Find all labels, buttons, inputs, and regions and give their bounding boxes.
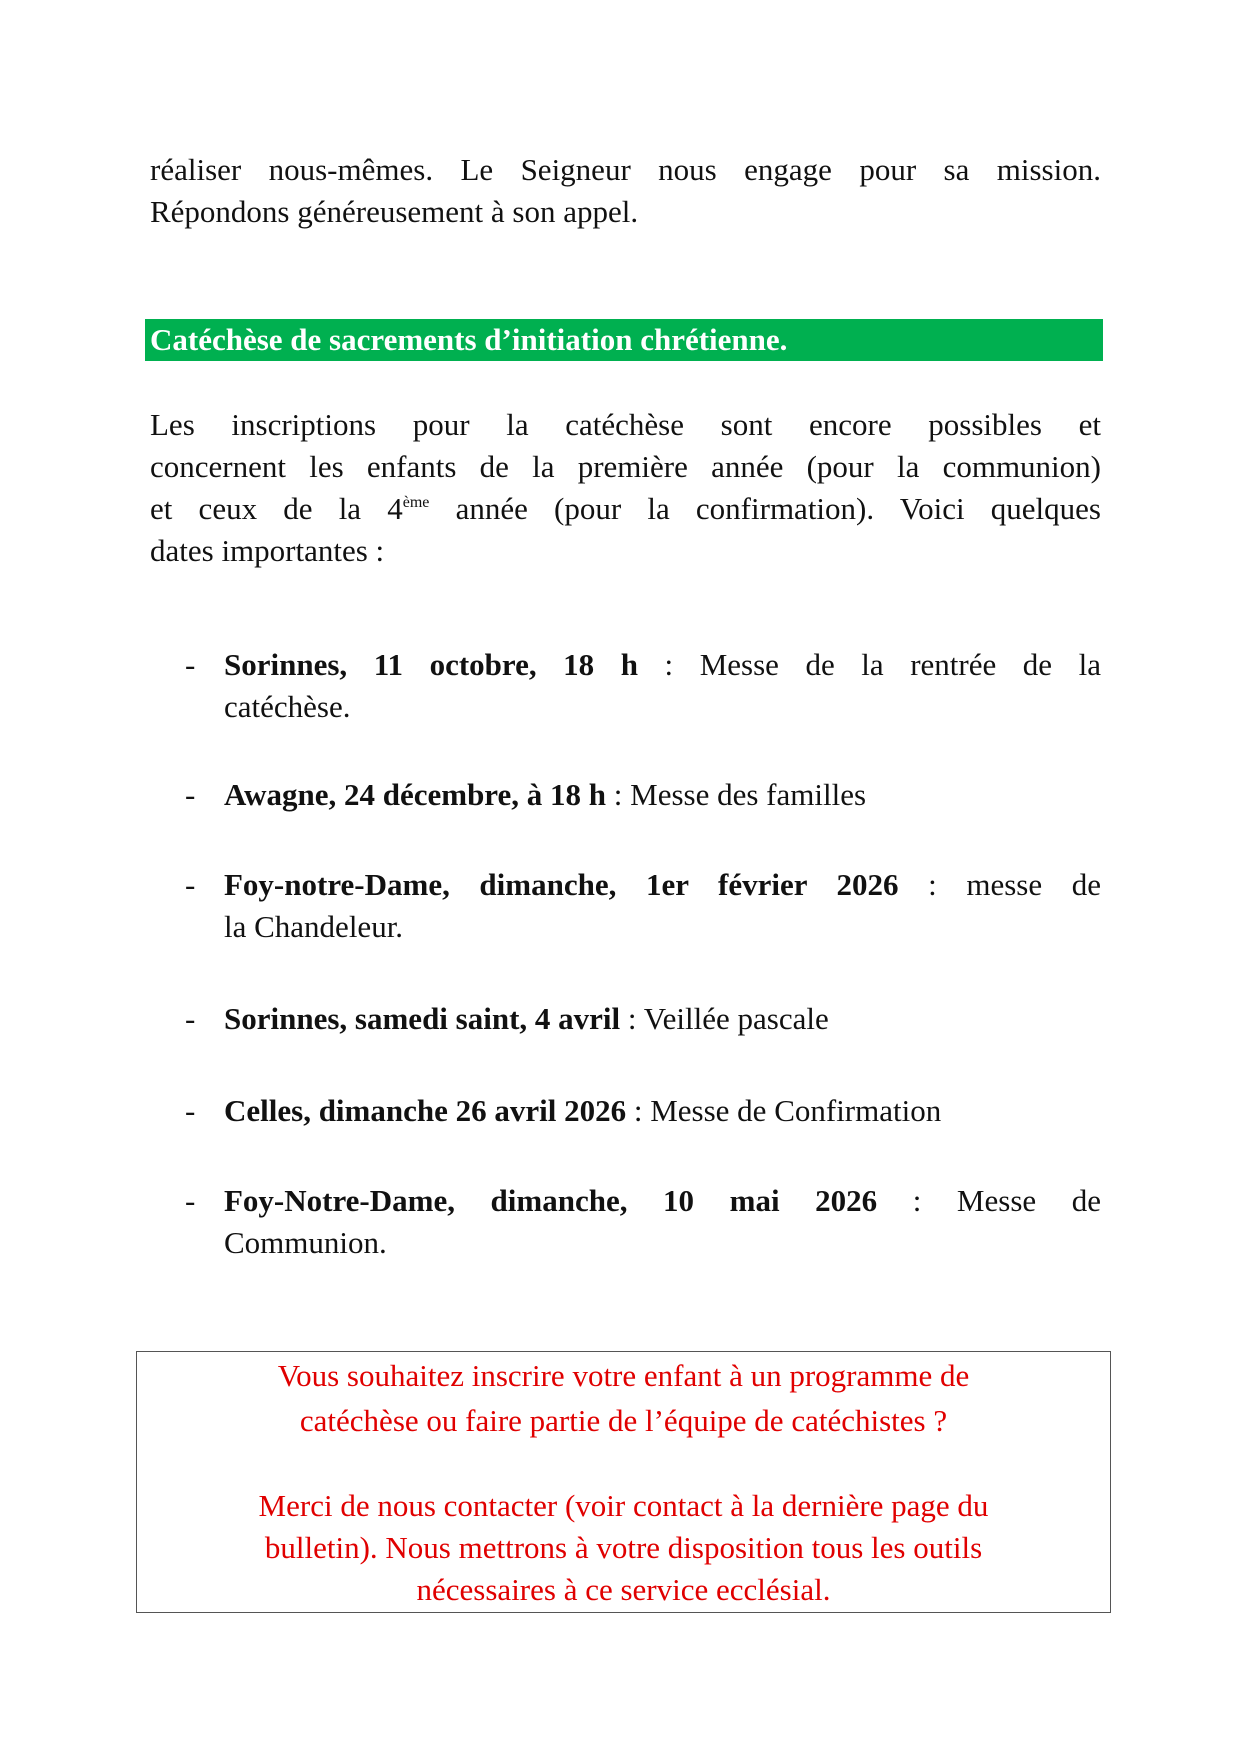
list-dash: -: [185, 777, 196, 812]
date-event: : Messe de la rentrée de la: [637, 647, 1101, 682]
date-list-item: [180, 1090, 1101, 1132]
date-line: [224, 774, 1101, 816]
date-place: Foy-notre-Dame, dimanche, 1er février 2026: [224, 867, 899, 902]
callout-line: bulletin). Nous mettrons à votre disposition tous les outils: [264, 1530, 983, 1565]
date-list-item: [180, 864, 1101, 948]
date-event-cont: la Chandeleur.: [224, 909, 404, 944]
date-line: [224, 1180, 1101, 1222]
list-dash: -: [185, 647, 196, 682]
text: et ceux de la 4: [150, 491, 403, 526]
callout-line: nécessaires à ce service ecclésial.: [416, 1572, 831, 1607]
date-line: [224, 864, 1101, 906]
date-place: Awagne, 24 décembre, à 18 h: [224, 777, 607, 812]
date-event-cont: catéchèse.: [224, 689, 351, 724]
date-event: : Messe de: [877, 1183, 1101, 1218]
date-line: [224, 998, 1101, 1040]
text: année (pour la confirmation). Voici quelques: [429, 491, 1101, 526]
intro-line: réaliser nous-mêmes. Le Seigneur nous engage pour sa mission.: [150, 152, 1101, 187]
registration-paragraph: [150, 404, 1101, 572]
date-event: : Messe de Confirmation: [626, 1093, 942, 1128]
intro-paragraph: [150, 149, 1101, 233]
section-heading: Catéchèse de sacrements d’initiation chrétienne.: [150, 322, 788, 357]
paragraph-line: Les inscriptions pour la catéchèse sont encore possibles et: [150, 407, 1101, 442]
date-event-cont: Communion.: [224, 1225, 387, 1260]
date-list-item: [180, 998, 1101, 1040]
list-dash: -: [185, 867, 196, 902]
contact-callout-box: [136, 1351, 1111, 1613]
callout-line: Merci de nous contacter (voir contact à la dernière page du: [258, 1488, 989, 1523]
date-line: [224, 1090, 1101, 1132]
list-dash: -: [185, 1001, 196, 1036]
date-place: Foy-Notre-Dame, dimanche, 10 mai 2026: [224, 1183, 878, 1218]
date-list-item: [180, 644, 1101, 728]
callout-line: Vous souhaitez inscrire votre enfant à un programme de: [277, 1358, 970, 1393]
list-dash: -: [185, 1183, 196, 1218]
superscript: ème: [402, 494, 430, 511]
date-event: : Veillée pascale: [620, 1001, 829, 1036]
date-list-item: [180, 774, 1101, 816]
date-place: Sorinnes, samedi saint, 4 avril: [224, 1001, 621, 1036]
date-list-item: [180, 1180, 1101, 1264]
section-heading-bar: [145, 319, 1103, 361]
date-event: : messe de: [898, 867, 1101, 902]
list-dash: -: [185, 1093, 196, 1128]
date-event: : Messe des familles: [606, 777, 867, 812]
paragraph-line: [150, 488, 1101, 530]
date-place: Sorinnes, 11 octobre, 18 h: [224, 647, 638, 682]
intro-line: Répondons généreusement à son appel.: [150, 194, 639, 229]
date-line: [224, 644, 1101, 686]
callout-line: catéchèse ou faire partie de l’équipe de catéchistes ?: [299, 1403, 948, 1438]
paragraph-line: concernent les enfants de la première année (pour la communion): [150, 449, 1101, 484]
date-place: Celles, dimanche 26 avril 2026: [224, 1093, 627, 1128]
paragraph-line: dates importantes :: [150, 533, 385, 568]
